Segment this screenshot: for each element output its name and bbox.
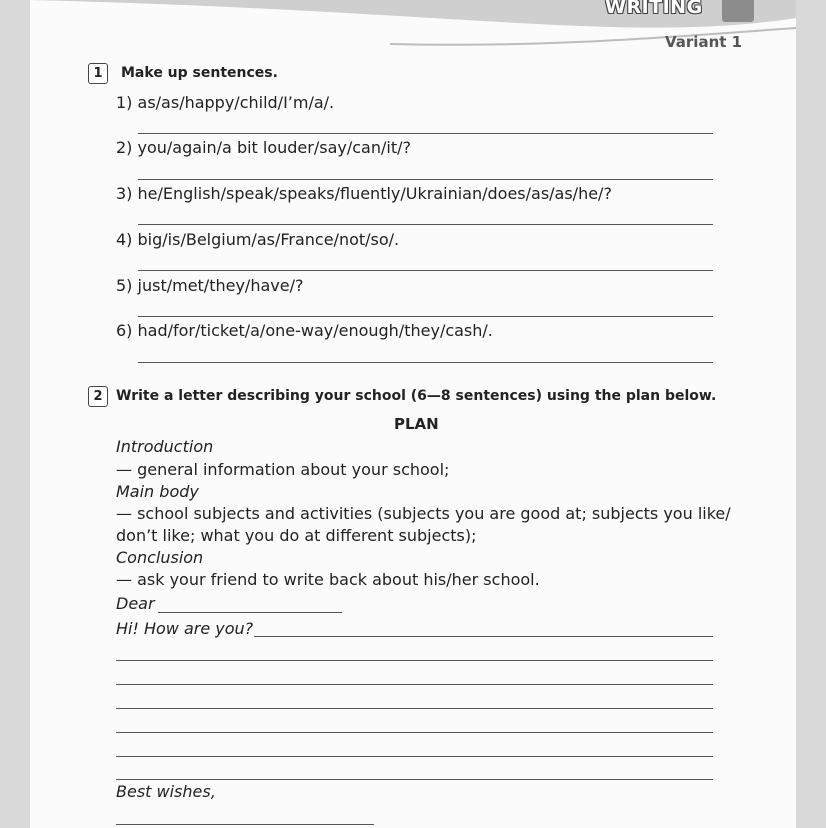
letter-line-6[interactable] bbox=[116, 756, 713, 757]
sentence-item-3 bbox=[116, 184, 612, 203]
plan-conclusion-point: — ask your friend to write back about his/her school. bbox=[116, 570, 540, 589]
plan-main-body: Main body bbox=[116, 482, 199, 501]
item-number: 3) bbox=[116, 184, 133, 203]
letter-closing: Best wishes, bbox=[116, 782, 216, 801]
item-text: just/met/they/have/? bbox=[137, 276, 304, 295]
sentence-item-1 bbox=[116, 93, 334, 112]
plan-intro-point: — general information about your school; bbox=[116, 460, 450, 479]
plan-title: PLAN bbox=[394, 415, 439, 433]
task-1-title: Make up sentences. bbox=[121, 65, 278, 81]
letter-dear: Dear bbox=[116, 594, 155, 613]
item-number: 1) bbox=[116, 93, 133, 112]
answer-line-6[interactable] bbox=[138, 362, 713, 363]
sentence-item-6 bbox=[116, 321, 493, 340]
task-2-title: Write a letter describing your school (6—8 sentences) using the plan below. bbox=[116, 388, 717, 404]
item-number: 6) bbox=[116, 321, 133, 340]
letter-line-3[interactable] bbox=[116, 684, 713, 685]
plan-main-point-line1: — school subjects and activities (subjects you are good at; subjects you like/ bbox=[116, 504, 731, 523]
task-1-number: 1 bbox=[88, 63, 108, 84]
item-text: he/English/speak/speaks/fluently/Ukrainian/does/as/as/he/? bbox=[137, 184, 612, 203]
task-2-number: 2 bbox=[88, 386, 108, 407]
signature-line[interactable] bbox=[116, 824, 374, 825]
answer-line-3[interactable] bbox=[138, 224, 713, 225]
letter-line-5[interactable] bbox=[116, 732, 713, 733]
plan-main-point-line2: don’t like; what you do at different subjects); bbox=[116, 526, 477, 545]
answer-line-5[interactable] bbox=[138, 316, 713, 317]
plan-introduction: Introduction bbox=[116, 437, 214, 456]
letter-line-1[interactable] bbox=[254, 636, 713, 637]
answer-line-4[interactable] bbox=[138, 270, 713, 271]
item-text: had/for/ticket/a/one-way/enough/they/cash/. bbox=[137, 321, 493, 340]
sentence-item-4 bbox=[116, 230, 399, 249]
section-tab bbox=[722, 0, 754, 22]
item-text: as/as/happy/child/I’m/a/. bbox=[137, 93, 335, 112]
letter-line-7[interactable] bbox=[116, 779, 713, 780]
sentence-item-5 bbox=[116, 276, 303, 295]
worksheet-page bbox=[30, 0, 796, 828]
item-text: big/is/Belgium/as/France/not/so/. bbox=[137, 230, 400, 249]
addressee-line[interactable] bbox=[158, 612, 342, 613]
plan-conclusion: Conclusion bbox=[116, 548, 204, 567]
sentence-item-2 bbox=[116, 138, 411, 157]
item-number: 4) bbox=[116, 230, 133, 249]
variant-label: Variant 1 bbox=[665, 33, 743, 51]
letter-line-4[interactable] bbox=[116, 708, 713, 709]
answer-line-2[interactable] bbox=[138, 179, 713, 180]
letter-greeting: Hi! How are you? bbox=[116, 619, 254, 638]
answer-line-1[interactable] bbox=[138, 133, 713, 134]
section-label: WRITING bbox=[605, 0, 703, 18]
letter-line-2[interactable] bbox=[116, 660, 713, 661]
item-number: 2) bbox=[116, 138, 133, 157]
item-number: 5) bbox=[116, 276, 133, 295]
item-text: you/again/a bit louder/say/can/it/? bbox=[137, 138, 411, 157]
